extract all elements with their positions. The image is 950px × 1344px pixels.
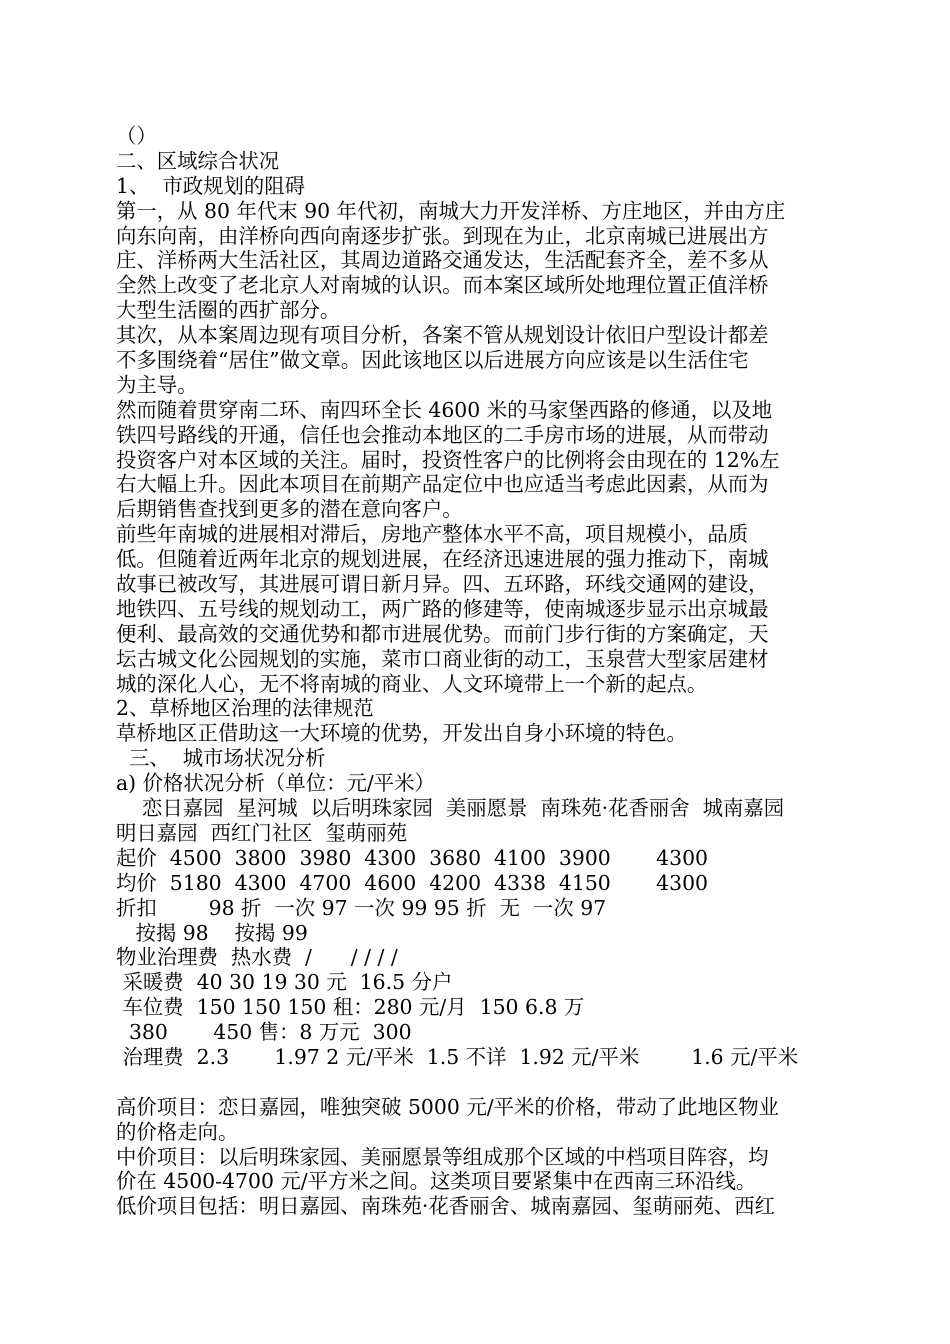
text-line: 投资客户对本区域的关注。届时，投资性客户的比例将会由现在的 12%左 (116, 447, 780, 472)
text-line: 前些年南城的进展相对滞后，房地产整体水平不高，项目规模小，品质 (116, 522, 749, 547)
text-line: 车位费 150 150 150 租：280 元/月 150 6.8 万 (116, 995, 585, 1020)
text-line: 地铁四、五号线的规划动工，两广路的修建等，使南城逐步显示出京城最 (116, 596, 769, 621)
text-line: （） (116, 124, 157, 148)
text-line: 按揭 98 按揭 99 (116, 920, 308, 945)
text-line: 折扣 98 折 一次 97 一次 99 95 折 无 一次 97 (116, 895, 607, 920)
text-line: 全然上改变了老北京人对南城的认识。而本案区域所处地理位置正值洋桥 (116, 273, 769, 298)
text-line: 向东向南，由洋桥向西向南逐步扩张。到现在为止，北京南城已进展出方 (116, 223, 769, 248)
text-line: 其次，从本案周边现有项目分析，各案不管从规划设计依旧户型设计都差 (116, 323, 769, 348)
text-line: 城的深化人心，无不将南城的商业、人文环境带上一个新的起点。 (116, 671, 708, 696)
document-body (116, 124, 836, 1219)
text-line: 物业治理费 热水费 / / / / / (116, 945, 398, 970)
text-line: 明日嘉园 西红门社区 玺萌丽苑 (116, 820, 408, 845)
text-line: 三、 城市场状况分析 (116, 746, 326, 771)
text-line: 低价项目包括：明日嘉园、南珠苑·花香丽舍、城南嘉园、玺萌丽苑、西红 (116, 1194, 775, 1219)
text-line: 低。但随着近两年北京的规划进展，在经济迅速进展的强力推动下，南城 (116, 547, 769, 572)
text-line: 采暖费 40 30 19 30 元 16.5 分户 (116, 970, 453, 995)
text-line: 1、 市政规划的阻碍 (116, 173, 306, 198)
text-line: 380 450 售：8 万元 300 (116, 1020, 412, 1045)
text-line: 治理费 2.3 1.97 2 元/平米 1.5 不详 1.92 元/平米 1.6 元/平米 (116, 1044, 799, 1069)
text-line: 均价 5180 4300 4700 4600 4200 4338 4150 4300 (116, 870, 709, 895)
text-line: 故事已被改写，其进展可谓日新月异。四、五环路，环线交通网的建设， (116, 572, 769, 597)
text-line: 中价项目：以后明珠家园、美丽愿景等组成那个区域的中档项目阵容，均 (116, 1144, 769, 1169)
text-line: 第一，从 80 年代末 90 年代初，南城大力开发洋桥、方庄地区，并由方庄 (116, 198, 786, 223)
text-line: 起价 4500 3800 3980 4300 3680 4100 3900 4300 (116, 845, 709, 870)
text-line: 恋日嘉园 星河城 以后明珠家园 美丽愿景 南珠苑·花香丽舍 城南嘉园 (116, 796, 785, 821)
text-line: 的价格走向。 (116, 1119, 239, 1144)
text-line (116, 1070, 836, 1095)
text-line: 然而随着贯穿南二环、南四环全长 4600 米的马家堡西路的修通，以及地 (116, 397, 773, 422)
text-line: 二、区域综合状况 (116, 148, 280, 173)
text-line: 后期销售查找到更多的潜在意向客户。 (116, 497, 463, 522)
text-line: 庄、洋桥两大生活社区，其周边道路交通发达，生活配套齐全，差不多从 (116, 248, 769, 273)
text-line: 草桥地区正借助这一大环境的优势，开发出自身小环境的特色。 (116, 721, 687, 746)
text-line: 高价项目：恋日嘉园，唯独突破 5000 元/平米的价格，带动了此地区物业 (116, 1094, 780, 1119)
text-line: a) 价格状况分析（单位：元/平米） (116, 771, 435, 796)
text-line: 2、草桥地区治理的法律规范 (116, 696, 374, 721)
text-line: 不多围绕着“居住”做文章。因此该地区以后进展方向应该是以生活住宅 (116, 348, 749, 373)
text-line: 大型生活圈的西扩部分。 (116, 298, 341, 323)
text-line: 坛古城文化公园规划的实施，菜市口商业街的动工，玉泉营大型家居建材 (116, 646, 769, 671)
text-line: 右大幅上升。因此本项目在前期产品定位中也应适当考虑此因素，从而为 (116, 472, 769, 497)
text-line: 铁四号路线的开通，信任也会推动本地区的二手房市场的进展，从而带动 (116, 422, 769, 447)
text-line: 为主导。 (116, 372, 198, 397)
text-line: 便利、最高效的交通优势和都市进展优势。而前门步行街的方案确定，天 (116, 621, 769, 646)
text-line: 价在 4500-4700 元/平方米之间。这类项目要紧集中在西南三环沿线。 (116, 1169, 757, 1194)
